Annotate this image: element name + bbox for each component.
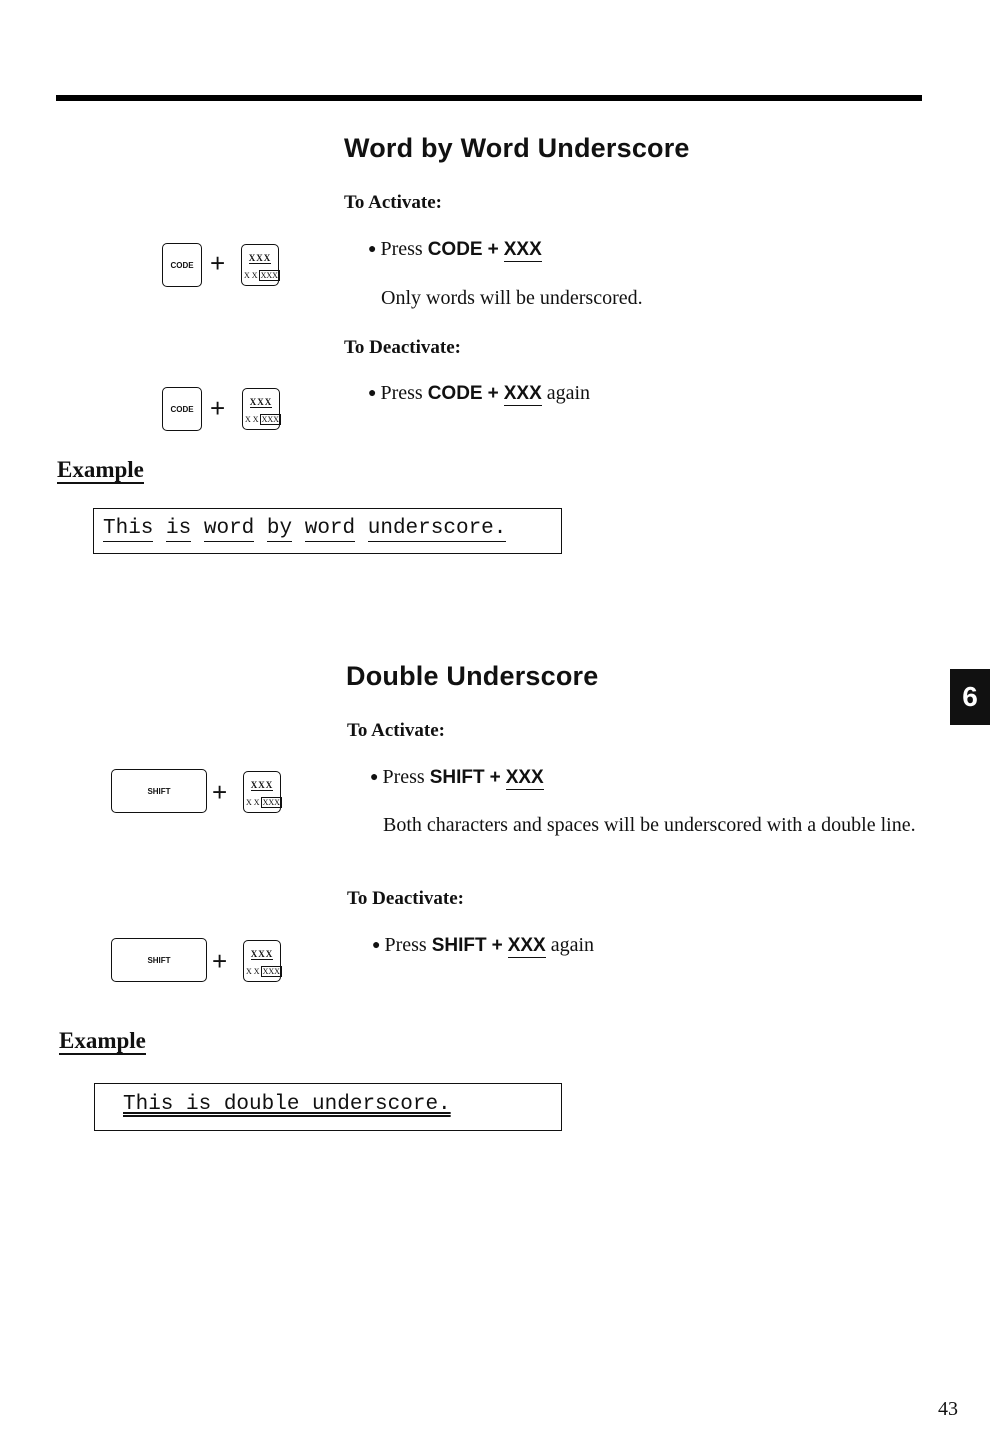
plus-icon: + (212, 777, 228, 807)
key-name: CODE (427, 383, 483, 404)
code-key-label: CODE (170, 404, 194, 414)
xxx-key-icon (242, 388, 280, 430)
bullet-icon: ● (368, 386, 377, 401)
shift-key-icon (111, 938, 207, 982)
shift-key-label: SHIFT (147, 786, 171, 796)
section-title-word-underscore: Word by Word Underscore (344, 133, 690, 163)
key-name-underscored: XXX (503, 383, 542, 404)
example-word: This (103, 517, 154, 540)
activate-heading: To Activate: (344, 192, 442, 213)
key-name: CODE (427, 239, 483, 260)
deactivate-heading: To Deactivate: (347, 888, 464, 909)
activate-note: Only words will be underscored. (381, 287, 643, 309)
example-word: word (203, 517, 255, 540)
xxx-key-top-label: XXX (249, 397, 273, 407)
activate-instruction: ● Press SHIFT + XXX (370, 766, 544, 788)
activate-instruction: ● Press CODE + XXX (368, 238, 542, 260)
xxx-key-top-label: XXX (250, 949, 274, 959)
key-name: SHIFT (429, 767, 485, 788)
xxx-key-bottom-boxed: XXX (261, 415, 279, 424)
example-text-double-underscore: This is double underscore. (123, 1093, 451, 1116)
example-text-word-underscore (103, 517, 506, 540)
code-key-label: CODE (170, 260, 194, 270)
xxx-key-bottom-boxed: XXX (260, 271, 278, 280)
xxx-key-bottom-prefix: X X (246, 798, 260, 807)
section-title-double-underscore: Double Underscore (346, 661, 599, 691)
bullet-icon: ● (372, 938, 381, 953)
xxx-key-bottom-prefix: X X (246, 967, 260, 976)
top-rule (56, 95, 922, 101)
example-word: word (304, 517, 356, 540)
key-name-underscored: XXX (505, 767, 544, 788)
code-key-icon (162, 387, 202, 431)
deactivate-instruction: ● Press SHIFT + XXX again (372, 934, 595, 956)
key-name-underscored: XXX (503, 239, 542, 260)
example-word: by (266, 517, 293, 540)
plus-icon: + (210, 393, 226, 423)
code-key-icon (162, 243, 202, 287)
key-name-underscored: XXX (507, 935, 546, 956)
activate-heading: To Activate: (347, 720, 445, 741)
xxx-key-icon (243, 940, 281, 982)
example-label: Example (59, 1028, 146, 1053)
xxx-key-bottom-boxed: XXX (262, 798, 280, 807)
page-number: 43 (938, 1398, 958, 1420)
example-word: is (166, 517, 192, 540)
example-word: underscore. (367, 517, 507, 540)
xxx-key-bottom-prefix: X X (244, 271, 258, 280)
key-name: SHIFT (431, 935, 487, 956)
xxx-key-top-label: XXX (250, 780, 274, 790)
activate-note: Both characters and spaces will be underscored with a double line. (383, 814, 916, 836)
xxx-key-icon (241, 244, 279, 286)
chapter-tab: 6 (950, 669, 990, 725)
bullet-icon: ● (368, 242, 377, 257)
example-label: Example (57, 457, 144, 482)
shift-key-label: SHIFT (147, 955, 171, 965)
xxx-key-bottom-boxed: XXX (262, 967, 280, 976)
xxx-key-top-label: XXX (248, 253, 272, 263)
xxx-key-bottom-prefix: X X (245, 415, 259, 424)
plus-icon: + (210, 248, 226, 278)
deactivate-heading: To Deactivate: (344, 337, 461, 358)
xxx-key-icon (243, 771, 281, 813)
deactivate-instruction: ● Press CODE + XXX again (368, 382, 591, 404)
plus-icon: + (212, 946, 228, 976)
bullet-icon: ● (370, 770, 379, 785)
shift-key-icon (111, 769, 207, 813)
